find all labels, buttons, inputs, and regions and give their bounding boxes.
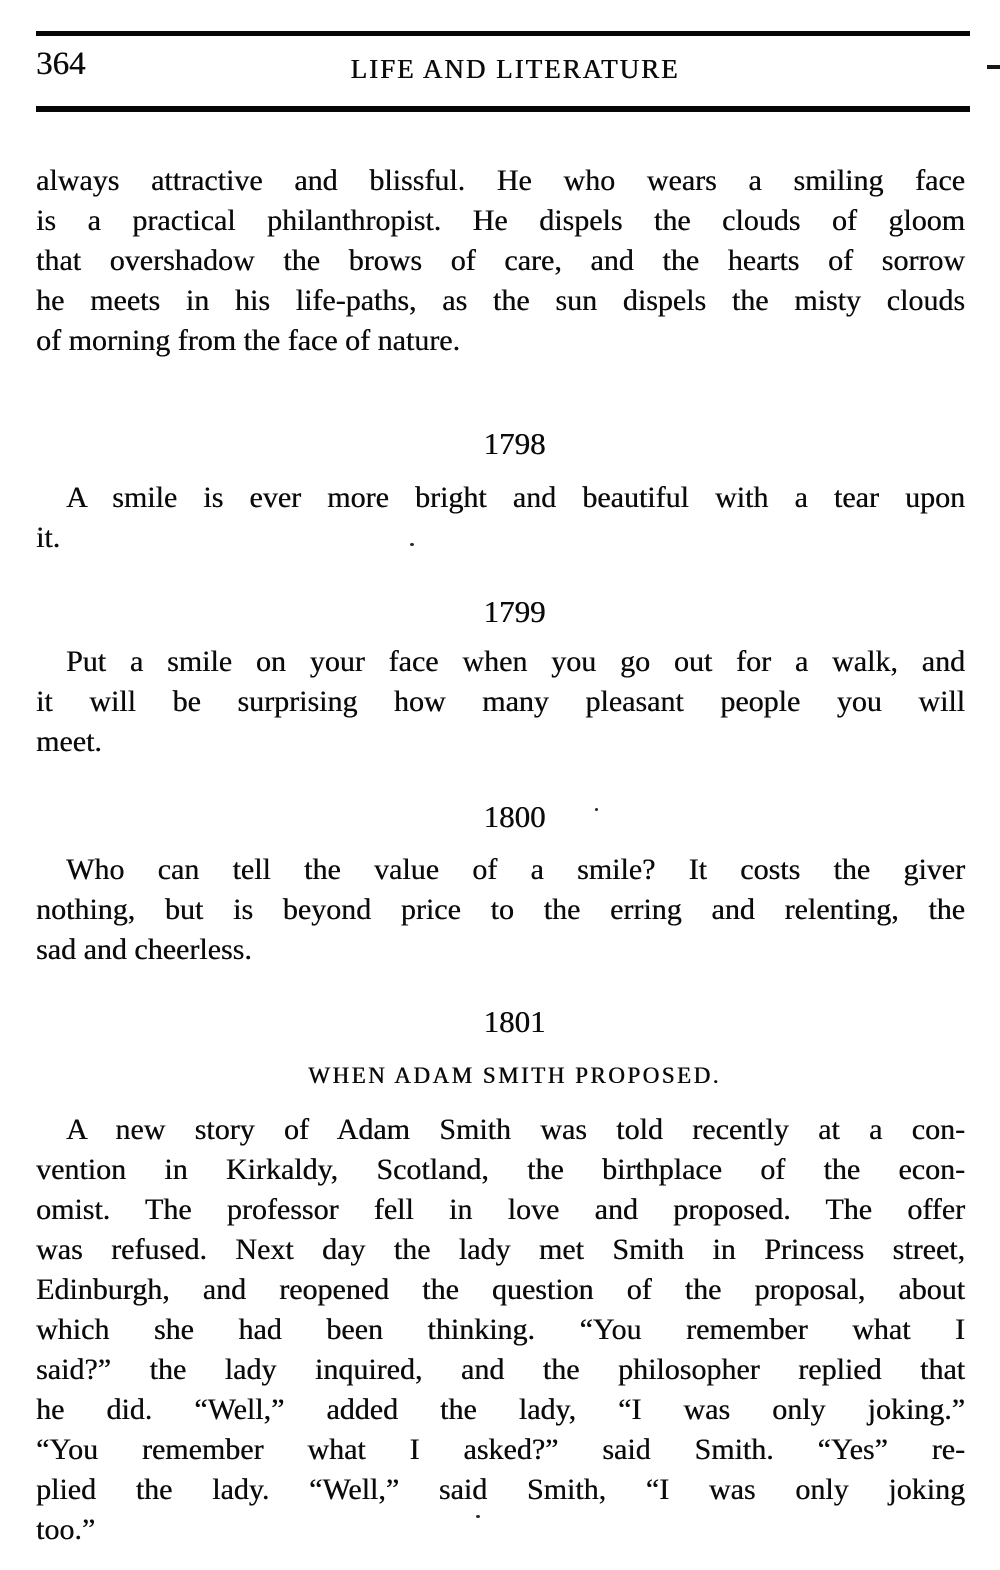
entry-line: A new story of Adam Smith was told recently at a con- [66, 1113, 965, 1146]
entry-number-1798: 1798 [483, 426, 546, 461]
page-edge-mark [987, 65, 1000, 69]
entry-line: Who can tell the value of a smile? It costs the giver [66, 853, 965, 886]
entry-line: nothing, but is beyond price to the erring and relenting, the [36, 893, 965, 926]
header-rule-bottom [36, 106, 970, 112]
entry-line: said?” the lady inquired, and the philosopher replied that [36, 1353, 965, 1386]
entry-line: omist. The professor fell in love and proposed. The offer [36, 1193, 965, 1226]
entry-line: sad and cheerless. [36, 933, 252, 966]
intro-line: is a practical philanthropist. He dispels the clouds of gloom [36, 204, 965, 237]
entry-title-1801: WHEN ADAM SMITH PROPOSED. [308, 1063, 721, 1088]
entry-line: “You remember what I asked?” said Smith. “Yes” re- [36, 1433, 965, 1466]
intro-line: that overshadow the brows of care, and the hearts of sorrow [36, 244, 965, 277]
entry-number-1799: 1799 [483, 594, 546, 629]
header-rule-top [36, 31, 970, 36]
intro-line: of morning from the face of nature. [36, 324, 460, 357]
entry-line: A smile is ever more bright and beautiful with a tear upon [66, 481, 965, 514]
entry-line: he did. “Well,” added the lady, “I was only joking.” [36, 1393, 965, 1426]
entry-line: was refused. Next day the lady met Smith in Princess street, [36, 1233, 965, 1266]
ink-dot-artifact [410, 543, 414, 546]
ink-dot-artifact [476, 1515, 480, 1518]
running-title: LIFE AND LITERATURE [350, 54, 680, 84]
entry-line: it. [36, 521, 61, 554]
entry-line: meet. [36, 725, 102, 758]
entry-line: Edinburgh, and reopened the question of the proposal, about [36, 1273, 965, 1306]
intro-line: he meets in his life-paths, as the sun dispels the misty clouds [36, 284, 965, 317]
entry-number-1800: 1800 [483, 799, 546, 834]
entry-line: which she had been thinking. “You remember what I [36, 1313, 965, 1346]
entry-line: plied the lady. “Well,” said Smith, “I was only joking [36, 1473, 965, 1506]
entry-line: vention in Kirkaldy, Scotland, the birthplace of the econ- [36, 1153, 965, 1186]
page-number: 364 [36, 46, 86, 82]
entry-line: too.” [36, 1513, 96, 1546]
entry-number-1801: 1801 [483, 1004, 546, 1039]
entry-line: it will be surprising how many pleasant people you will [36, 685, 965, 718]
intro-line: always attractive and blissful. He who wears a smiling face [36, 164, 965, 197]
ink-dot-artifact [595, 808, 598, 811]
entry-line: Put a smile on your face when you go out for a walk, and [66, 645, 965, 678]
